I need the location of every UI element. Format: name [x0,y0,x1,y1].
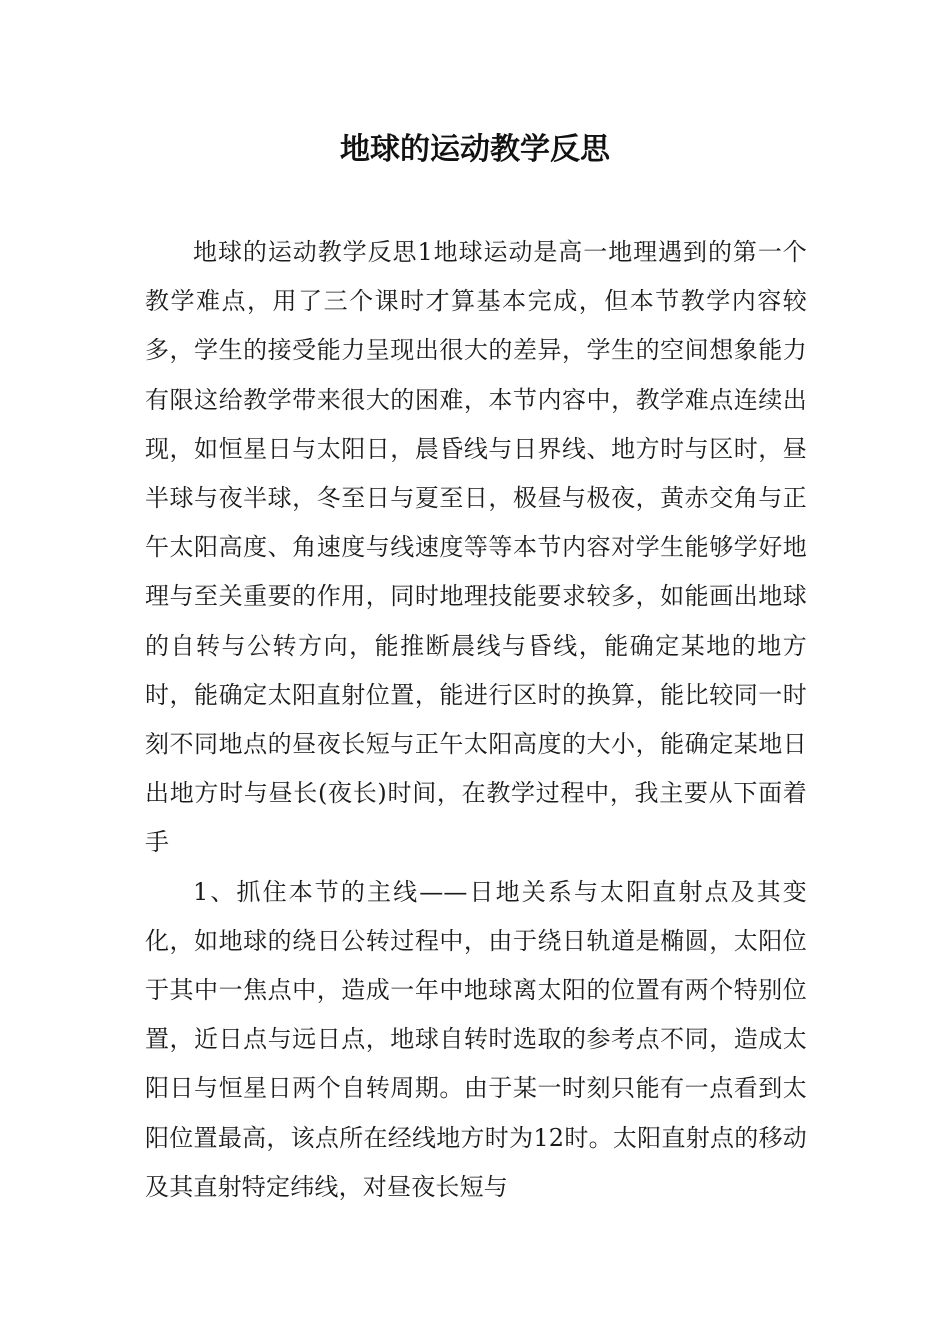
paragraph-intro: 地球的运动教学反思1地球运动是高一地理遇到的第一个教学难点，用了三个课时才算基本完成，但本节教学内容较多，学生的接受能力呈现出很大的差异，学生的空间想象能力有限这给教学带来很大的困难，本节内容中，教学难点连续出现，如恒星日与太阳日，晨昏线与日界线、地方时与区时，昼半球与夜半球，冬至日与夏至日，极昼与极夜，黄赤交角与正午太阳高度、角速度与线速度等等本节内容对学生能够学好地理与至关重要的作用，同时地理技能要求较多，如能画出地球的自转与公转方向，能推断晨线与昏线，能确定某地的地方时，能确定太阳直射位置，能进行区时的换算，能比较同一时刻不同地点的昼夜长短与正午太阳高度的大小，能确定某地日出地方时与昼长(夜长)时间，在教学过程中，我主要从下面着手 [145,238,807,857]
paragraph-point-1: 1、抓住本节的主线——日地关系与太阳直射点及其变化，如地球的绕日公转过程中，由于绕日轨道是椭圆，太阳位于其中一焦点中，造成一年中地球离太阳的位置有两个特别位置，近日点与远日点，地球自转时选取的参考点不同，造成太阳日与恒星日两个自转周期。由于某一时刻只能有一点看到太阳位置最高，该点所在经线地方时为12时。太阳直射点的移动及其直射特定纬线，对昼夜长短与 [145,877,807,1201]
document-title: 地球的运动教学反思 [340,132,610,167]
document-body [145,228,807,1212]
